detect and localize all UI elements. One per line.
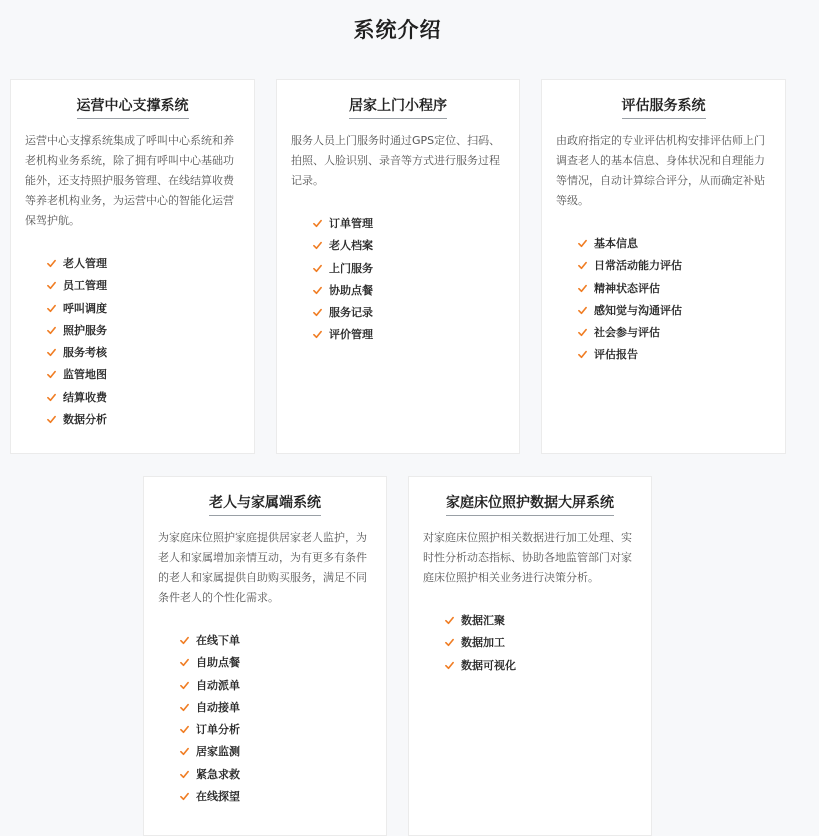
check-icon: [313, 241, 322, 250]
feature-label: 结算收费: [63, 390, 107, 404]
feature-label: 老人档案: [329, 239, 373, 253]
feature-list: [144, 630, 386, 808]
check-icon: [445, 616, 454, 625]
feature-item: [47, 342, 254, 364]
feature-item: [313, 324, 519, 346]
feature-label: 员工管理: [63, 279, 107, 293]
feature-item: [578, 233, 785, 255]
feature-item: [578, 322, 785, 344]
check-icon: [180, 770, 189, 779]
feature-item: [180, 786, 386, 808]
feature-item: [313, 258, 519, 280]
feature-list: [542, 233, 785, 367]
check-icon: [313, 330, 322, 339]
feature-item: [47, 364, 254, 386]
feature-label: 感知觉与沟通评估: [594, 303, 682, 317]
check-icon: [313, 286, 322, 295]
check-icon: [578, 261, 587, 270]
check-icon: [47, 393, 56, 402]
check-icon: [578, 328, 587, 337]
feature-label: 紧急求救: [196, 767, 240, 781]
feature-label: 自动接单: [196, 700, 240, 714]
feature-label: 评估报告: [594, 348, 638, 362]
feature-item: [47, 409, 254, 431]
card-title: 评估服务系统: [622, 95, 706, 119]
feature-label: 基本信息: [594, 237, 638, 250]
check-icon: [578, 350, 587, 359]
card-assessment-system: [541, 79, 786, 454]
card-title: 家庭床位照护数据大屏系统: [446, 492, 614, 516]
card-description: 对家庭床位照护相关数据进行加工处理、实时性分析动态指标、协助各地监管部门对家庭床位照护相关业务进行决策分析。: [423, 531, 632, 584]
feature-label: 呼叫调度: [63, 301, 107, 315]
feature-item: [47, 320, 254, 342]
feature-item: [47, 253, 254, 275]
feature-item: [180, 719, 386, 741]
check-icon: [180, 681, 189, 690]
check-icon: [313, 308, 322, 317]
feature-label: 订单分析: [196, 723, 240, 737]
feature-list: [277, 213, 519, 347]
feature-label: 社会参与评估: [594, 326, 660, 340]
feature-item: [445, 655, 651, 677]
feature-item: [313, 235, 519, 257]
page-title: 系统介绍: [353, 18, 442, 42]
check-icon: [47, 304, 56, 313]
check-icon: [47, 370, 56, 379]
feature-label: 自助点餐: [196, 656, 240, 670]
feature-label: 数据可视化: [461, 658, 516, 672]
check-icon: [180, 725, 189, 734]
feature-label: 照护服务: [63, 323, 107, 337]
card-title: 运营中心支撑系统: [77, 95, 189, 119]
feature-label: 数据加工: [461, 636, 505, 650]
card-description: 由政府指定的专业评估机构安排评估师上门调查老人的基本信息、身体状况和自理能力等情况，自动计算综合评分，从而确定补贴等级。: [556, 134, 765, 207]
feature-item: [47, 387, 254, 409]
card-elder-family-system: [143, 476, 387, 836]
feature-label: 数据分析: [63, 413, 107, 427]
check-icon: [47, 259, 56, 268]
card-title: 居家上门小程序: [349, 95, 447, 119]
feature-list: [409, 610, 651, 677]
feature-item: [180, 697, 386, 719]
check-icon: [47, 415, 56, 424]
feature-item: [180, 652, 386, 674]
check-icon: [578, 306, 587, 315]
card-data-screen-system: [408, 476, 652, 836]
feature-item: [313, 280, 519, 302]
feature-label: 订单管理: [329, 217, 373, 230]
check-icon: [180, 747, 189, 756]
feature-label: 评价管理: [329, 328, 373, 342]
feature-item: [445, 632, 651, 654]
feature-label: 协助点餐: [329, 283, 373, 297]
feature-label: 精神状态评估: [594, 281, 660, 295]
feature-label: 在线下单: [196, 634, 240, 647]
check-icon: [445, 638, 454, 647]
check-icon: [180, 703, 189, 712]
feature-item: [578, 300, 785, 322]
feature-label: 上门服务: [329, 261, 373, 275]
check-icon: [313, 219, 322, 228]
feature-item: [47, 298, 254, 320]
check-icon: [47, 326, 56, 335]
feature-item: [445, 610, 651, 632]
check-icon: [180, 658, 189, 667]
check-icon: [180, 792, 189, 801]
card-home-service-miniapp: [276, 79, 520, 454]
feature-label: 数据汇聚: [461, 614, 505, 627]
check-icon: [578, 284, 587, 293]
check-icon: [578, 239, 587, 248]
feature-label: 自动派单: [196, 678, 240, 692]
card-title: 老人与家属端系统: [209, 492, 321, 516]
feature-item: [578, 344, 785, 366]
feature-item: [313, 302, 519, 324]
check-icon: [180, 636, 189, 645]
feature-label: 服务考核: [63, 346, 107, 360]
feature-label: 监管地图: [63, 368, 107, 382]
check-icon: [47, 281, 56, 290]
card-description: 运营中心支撑系统集成了呼叫中心系统和养老机构业务系统，除了拥有呼叫中心基础功能外，还支持照护服务管理、在线结算收费等养老机构业务，为运营中心的智能化运营保驾护航。: [25, 134, 234, 227]
feature-item: [578, 255, 785, 277]
feature-item: [180, 630, 386, 652]
card-operations-center: [10, 79, 255, 454]
feature-item: [180, 675, 386, 697]
feature-label: 日常活动能力评估: [594, 259, 682, 273]
feature-label: 服务记录: [329, 306, 373, 320]
check-icon: [445, 661, 454, 670]
feature-item: [313, 213, 519, 235]
card-description: 服务人员上门服务时通过GPS定位、扫码、拍照、人脸识别、录音等方式进行服务过程记录。: [291, 134, 501, 187]
feature-label: 在线探望: [196, 790, 240, 804]
check-icon: [313, 264, 322, 273]
feature-item: [578, 278, 785, 300]
feature-label: 老人管理: [63, 257, 107, 270]
feature-item: [47, 275, 254, 297]
feature-item: [180, 741, 386, 763]
feature-list: [11, 253, 254, 431]
feature-item: [180, 764, 386, 786]
card-description: 为家庭床位照护家庭提供居家老人监护，为老人和家属增加亲情互动，为有更多有条件的老人和家属提供自助购买服务，满足不同条件老人的个性化需求。: [158, 531, 367, 604]
check-icon: [47, 348, 56, 357]
feature-label: 居家监测: [196, 745, 240, 759]
